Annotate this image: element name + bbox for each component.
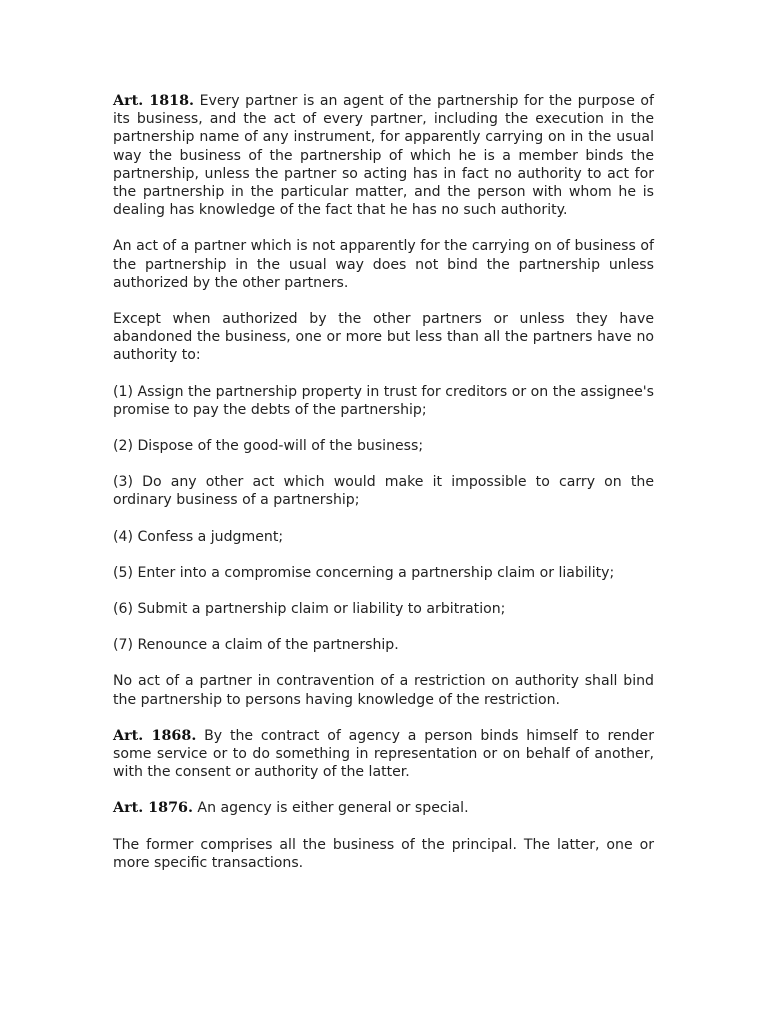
paragraph-text: (1) Assign the partnership property in trust for creditors or on the assignee's promise to pay the debts of the partnership;: [113, 383, 654, 418]
paragraph-text: (7) Renounce a claim of the partnership.: [113, 637, 399, 654]
paragraph-text: (4) Confess a judgment;: [113, 528, 284, 545]
article-1868-paragraph: [113, 727, 654, 782]
list-item-2: [113, 437, 654, 455]
agency-types-paragraph: [113, 836, 654, 872]
paragraph-text: (6) Submit a partnership claim or liability to arbitration;: [113, 601, 506, 618]
list-item-7: [113, 636, 654, 654]
document-body: [113, 92, 654, 890]
article-label: Art. 1876.: [113, 800, 193, 817]
list-item-1: [113, 383, 654, 419]
list-item-5: [113, 564, 654, 582]
paragraph-text: (5) Enter into a compromise concerning a partnership claim or liability;: [113, 564, 615, 581]
paragraph-text: The former comprises all the business of the principal. The latter, one or more specific transactions.: [113, 836, 654, 871]
unauthorized-act-paragraph: [113, 237, 654, 292]
article-label: Art. 1818.: [113, 93, 195, 109]
paragraph-text: (2) Dispose of the good-will of the business;: [113, 438, 424, 455]
article-label: Art. 1868.: [113, 727, 197, 744]
paragraph-text: Except when authorized by the other partners or unless they have abandoned the business, one or more but less than all the partners have no authority to:: [113, 311, 654, 364]
list-item-6: [113, 600, 654, 618]
paragraph-text: An act of a partner which is not apparently for the carrying on of business of the partnership in the usual way does not bind the partnership unless authorized by the other partners.: [113, 238, 654, 291]
contravention-paragraph: [113, 672, 654, 708]
paragraph-text: No act of a partner in contravention of a restriction on authority shall bind the partnership to persons having knowledge of the restriction.: [113, 673, 654, 708]
article-1818-paragraph: [113, 92, 654, 219]
paragraph-text: An agency is either general or special.: [192, 800, 469, 817]
no-authority-intro-paragraph: [113, 310, 654, 365]
paragraph-text: By the contract of agency a person binds himself to render some service or to do something in representation or on behalf of another, with the consent or authority of the latter.: [113, 727, 654, 781]
article-1876-paragraph: [113, 799, 654, 817]
paragraph-text: (3) Do any other act which would make it impossible to carry on the ordinary business of a partnership;: [113, 474, 654, 509]
paragraph-text: Every partner is an agent of the partnership for the purpose of its business, and the act of every partner, including the execution in the partnership name of any instrument, for apparently carrying on in the usual way the business of the partnership of which he is a member binds the partnership, unless the partner so acting has in fact no authority to act for the partnership in the particular matter, and the person with whom he is dealing has knowledge of the fact that he has no such authority.: [113, 93, 655, 219]
list-item-3: [113, 473, 654, 509]
list-item-4: [113, 528, 654, 546]
